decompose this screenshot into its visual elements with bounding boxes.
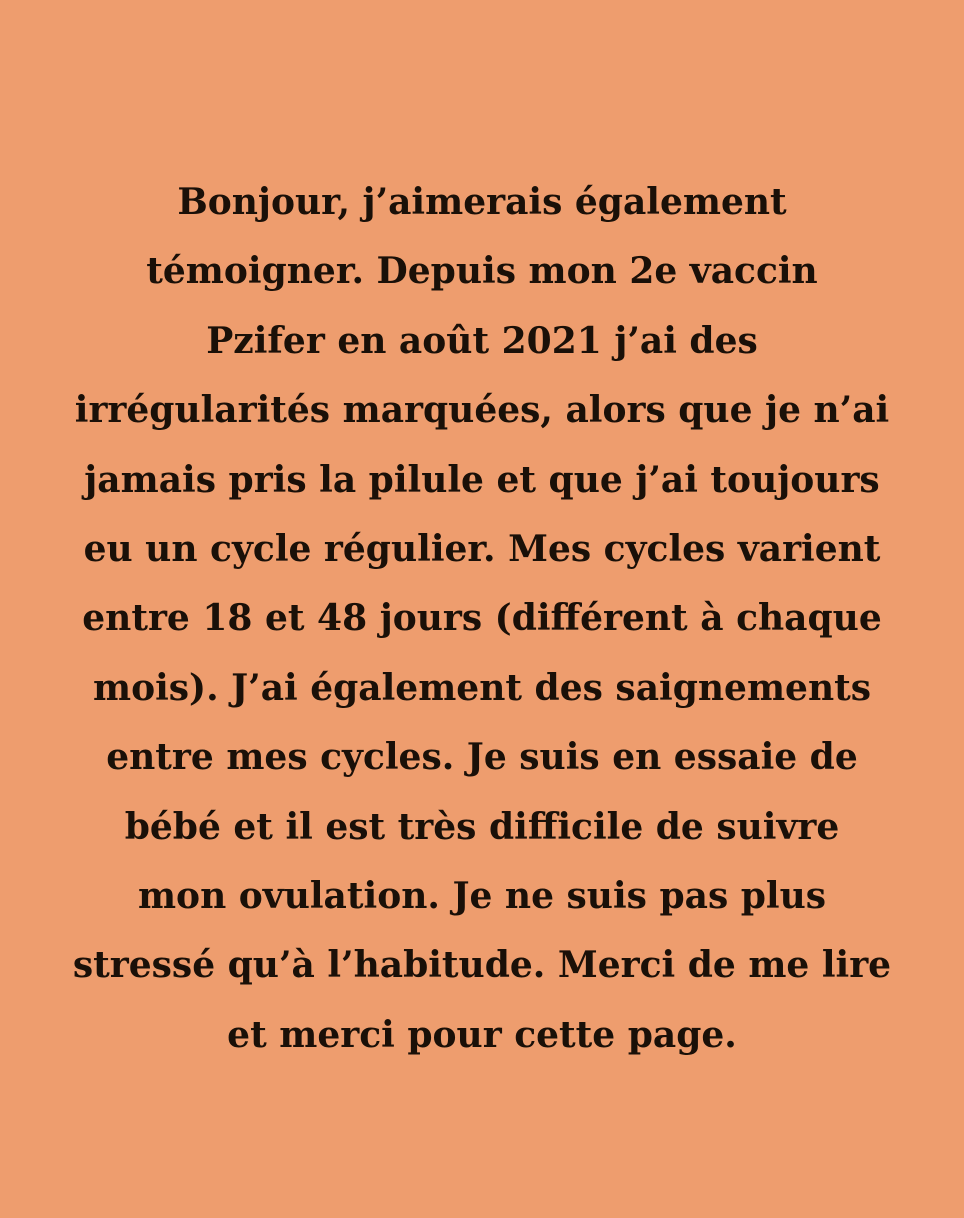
testimony-line: irrégularités marquées, alors que je n’ai: [74, 389, 890, 432]
testimony-line: entre mes cycles. Je suis en essaie de: [106, 736, 858, 779]
testimony-text: [0, 168, 964, 1070]
testimony-line: mois). J’ai également des saignements: [92, 666, 872, 709]
testimony-line: stressé qu’à l’habitude. Merci de me lire: [72, 944, 892, 987]
testimony-line: jamais pris la pilule et que j’ai toujours: [84, 458, 880, 501]
testimony-line: entre 18 et 48 jours (différent à chaque: [82, 597, 882, 640]
testimony-line: témoigner. Depuis mon 2e vaccin: [146, 250, 818, 293]
testimony-line: Pzifer en août 2021 j’ai des: [206, 319, 758, 362]
testimony-line: mon ovulation. Je ne suis pas plus: [137, 875, 827, 918]
testimony-line: et merci pour cette page.: [227, 1013, 737, 1056]
testimony-line: eu un cycle régulier. Mes cycles varient: [83, 528, 881, 571]
testimony-line: Bonjour, j’aimerais également: [177, 181, 787, 223]
testimony-line: bébé et il est très difficile de suivre: [124, 805, 840, 848]
